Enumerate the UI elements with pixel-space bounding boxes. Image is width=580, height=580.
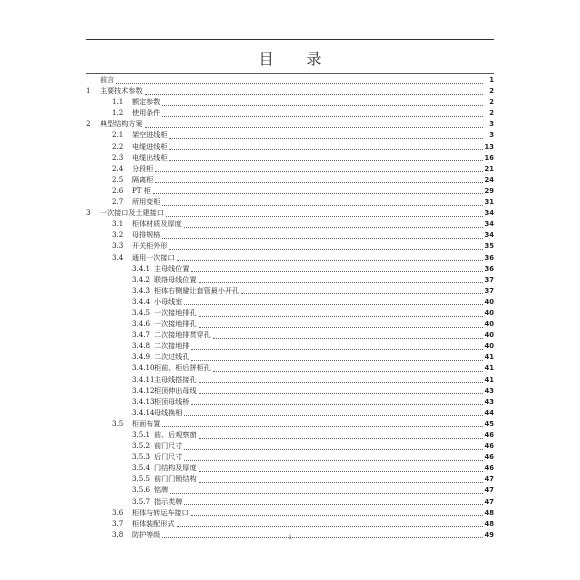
toc-entry[interactable] bbox=[86, 163, 494, 174]
toc-entry-number: 3.5.3 bbox=[132, 452, 151, 462]
toc-entry-page: 34 bbox=[484, 220, 494, 229]
toc-entry-label: 主要技术参数 bbox=[100, 86, 143, 96]
toc-dot-leader bbox=[177, 519, 483, 527]
toc-entry-page: 40 bbox=[484, 331, 494, 340]
toc-dot-leader bbox=[199, 475, 483, 483]
toc-entry-number: 3.5.2 bbox=[132, 441, 151, 451]
toc-entry-number: 3.5.4 bbox=[132, 463, 151, 473]
toc-entry-label: 联络母线位置 bbox=[154, 274, 197, 284]
toc-entry-page: 2 bbox=[489, 109, 494, 118]
toc-entry-page: 40 bbox=[484, 308, 494, 317]
toc-dot-leader bbox=[155, 175, 482, 183]
toc-entry-label: 额定参数 bbox=[132, 97, 161, 107]
toc-entry-label: 前、后观察窗 bbox=[154, 430, 197, 439]
toc-entry[interactable] bbox=[86, 340, 494, 351]
toc-entry[interactable] bbox=[86, 362, 494, 373]
toc-entry[interactable] bbox=[86, 473, 494, 484]
toc-entry-label: 隔离柜 bbox=[132, 174, 154, 184]
toc-entry-number: 3.4.13 bbox=[132, 396, 155, 406]
toc-entry-page: 34 bbox=[484, 231, 494, 240]
toc-entry-label: 柜顶母线桥 bbox=[154, 396, 190, 406]
toc-dot-leader bbox=[184, 408, 482, 416]
toc-dot-leader bbox=[191, 508, 483, 516]
toc-entry-page: 47 bbox=[484, 486, 494, 495]
toc-dot-leader bbox=[213, 331, 483, 339]
toc-dot-leader bbox=[162, 419, 482, 427]
toc-entry[interactable] bbox=[86, 107, 494, 118]
toc-entry-number: 3.4 bbox=[112, 252, 124, 262]
toc-entry-page: 29 bbox=[484, 186, 494, 195]
toc-entry-page: 3 bbox=[489, 120, 494, 129]
toc-dot-leader bbox=[199, 386, 483, 394]
toc-entry[interactable] bbox=[86, 185, 494, 196]
toc-entry[interactable] bbox=[86, 141, 494, 152]
toc-entry-label: 指示类牌 bbox=[154, 496, 183, 506]
toc-entry-page: 41 bbox=[484, 364, 494, 373]
toc-entry-number: 3.4.7 bbox=[132, 330, 151, 340]
toc-entry-number: 3.4.4 bbox=[132, 296, 151, 306]
toc-dot-leader bbox=[169, 131, 483, 139]
toc-entry-page: 40 bbox=[484, 297, 494, 306]
toc-entry[interactable] bbox=[86, 129, 494, 140]
toc-entry[interactable] bbox=[86, 152, 494, 163]
toc-entry-number: 3.5 bbox=[112, 418, 124, 428]
toc-entry[interactable] bbox=[86, 507, 494, 518]
toc-entry-label: 主母线搭接孔 bbox=[154, 374, 197, 384]
toc-entry-page: 47 bbox=[484, 475, 494, 484]
toc-entry-label: 柜顶伸出母线 bbox=[154, 385, 197, 395]
toc-entry-number: 3.4.12 bbox=[132, 385, 155, 395]
toc-dot-leader bbox=[213, 364, 483, 372]
toc-entry-page: 2 bbox=[489, 98, 494, 107]
toc-dot-leader bbox=[241, 286, 482, 294]
toc-entry-label: 母线换相 bbox=[154, 407, 183, 417]
toc-entry-number: 3.5.7 bbox=[132, 496, 151, 506]
toc-dot-leader bbox=[184, 297, 482, 305]
toc-entry[interactable] bbox=[86, 296, 494, 307]
page-number: i bbox=[289, 534, 291, 541]
toc-entry-number: 3.3 bbox=[112, 241, 124, 251]
table-of-contents bbox=[86, 73, 494, 540]
toc-entry-label: 二次接地排贯穿孔 bbox=[154, 330, 211, 340]
toc-dot-leader bbox=[191, 397, 482, 405]
toc-entry-page: 46 bbox=[484, 442, 494, 451]
toc-entry-number: 3.7 bbox=[112, 518, 124, 528]
toc-entry-page: 45 bbox=[484, 419, 494, 428]
toc-entry[interactable] bbox=[86, 218, 494, 229]
toc-entry[interactable] bbox=[86, 307, 494, 318]
toc-entry-label: 分段柜 bbox=[132, 163, 154, 173]
toc-dot-leader bbox=[162, 98, 483, 106]
toc-entry-number: 1.1 bbox=[112, 97, 124, 107]
toc-dot-leader bbox=[199, 320, 483, 328]
toc-dot-leader bbox=[169, 142, 482, 150]
toc-entry-number: 3.1 bbox=[112, 219, 124, 229]
toc-entry-page: 13 bbox=[484, 142, 494, 151]
toc-entry-page: 46 bbox=[484, 453, 494, 462]
toc-entry-page: 21 bbox=[484, 164, 494, 173]
toc-entry-label: 后门尺寸 bbox=[154, 452, 183, 462]
toc-entry-page: 36 bbox=[484, 264, 494, 273]
toc-entry[interactable] bbox=[86, 407, 494, 418]
toc-entry[interactable] bbox=[86, 196, 494, 207]
toc-entry-page: 36 bbox=[484, 253, 494, 262]
toc-entry-label: 柜前、柜后拼柜孔 bbox=[154, 363, 211, 373]
toc-entry[interactable] bbox=[86, 252, 494, 263]
toc-dot-leader bbox=[199, 464, 483, 472]
toc-dot-leader bbox=[169, 242, 482, 250]
toc-dot-leader bbox=[116, 76, 483, 84]
toc-dot-leader bbox=[199, 431, 483, 439]
toc-entry-label: 前言 bbox=[100, 75, 115, 84]
toc-entry[interactable] bbox=[86, 274, 494, 285]
toc-entry-label: 典型结构方案 bbox=[100, 119, 143, 129]
toc-entry[interactable] bbox=[86, 484, 494, 495]
toc-entry-number: 3.4.1 bbox=[132, 263, 151, 273]
toc-dot-leader bbox=[169, 153, 482, 161]
toc-entry[interactable] bbox=[86, 74, 494, 85]
toc-entry-page: 37 bbox=[484, 286, 494, 295]
toc-dot-leader bbox=[191, 342, 482, 350]
toc-entry-page: 48 bbox=[484, 508, 494, 517]
toc-entry[interactable] bbox=[86, 496, 494, 507]
toc-entry-page: 41 bbox=[484, 353, 494, 362]
toc-entry-number: 2.3 bbox=[112, 152, 124, 162]
toc-entry-number: 2.4 bbox=[112, 163, 124, 173]
toc-entry-number: 3.4.5 bbox=[132, 307, 151, 317]
toc-entry-page: 43 bbox=[484, 386, 494, 395]
toc-entry-page: 35 bbox=[484, 242, 494, 251]
toc-entry[interactable] bbox=[86, 396, 494, 407]
toc-dot-leader bbox=[162, 109, 483, 117]
toc-dot-leader bbox=[191, 264, 482, 272]
toc-entry[interactable] bbox=[86, 329, 494, 340]
toc-entry-page: 16 bbox=[484, 153, 494, 162]
toc-dot-leader bbox=[162, 198, 482, 206]
toc-dot-leader bbox=[199, 309, 483, 317]
toc-entry-label: 一次接口及土建接口 bbox=[100, 208, 164, 218]
toc-entry[interactable] bbox=[86, 385, 494, 396]
toc-entry-label: 门结构及厚度 bbox=[154, 463, 197, 473]
toc-entry-page: 3 bbox=[489, 131, 494, 140]
toc-dot-leader bbox=[162, 231, 482, 239]
toc-entry-label: 柜体右侧避让套管最小开孔 bbox=[154, 285, 240, 295]
toc-entry-label: 所用变柜 bbox=[132, 197, 161, 207]
toc-entry[interactable] bbox=[86, 318, 494, 329]
toc-entry[interactable] bbox=[86, 418, 494, 429]
toc-entry-label: 柜体与转运车接口 bbox=[132, 507, 189, 517]
toc-entry[interactable] bbox=[86, 351, 494, 362]
toc-entry[interactable] bbox=[86, 207, 494, 218]
toc-dot-leader bbox=[153, 186, 483, 194]
toc-entry-page: 34 bbox=[484, 209, 494, 218]
toc-entry[interactable] bbox=[86, 229, 494, 240]
toc-entry-number: 3.4.6 bbox=[132, 319, 151, 329]
header-rule bbox=[86, 39, 494, 40]
toc-entry-number: 3.4.9 bbox=[132, 352, 151, 362]
toc-entry-label: 开关柜外形 bbox=[132, 241, 168, 251]
page-title: 目 录 bbox=[258, 50, 336, 68]
toc-entry-number: 3.4.8 bbox=[132, 341, 151, 351]
toc-dot-leader bbox=[145, 120, 483, 128]
toc-entry[interactable] bbox=[86, 462, 494, 473]
toc-entry-number: 3.5.6 bbox=[132, 485, 151, 495]
toc-entry-number: 2.5 bbox=[112, 174, 124, 184]
toc-entry[interactable] bbox=[86, 518, 494, 529]
toc-entry-label: 铭牌 bbox=[154, 485, 169, 495]
toc-entry[interactable] bbox=[86, 451, 494, 462]
toc-entry[interactable] bbox=[86, 96, 494, 107]
toc-entry-number: 1 bbox=[86, 86, 91, 96]
toc-entry-number: 3.4.11 bbox=[132, 374, 155, 384]
toc-entry-page: 40 bbox=[484, 320, 494, 329]
toc-entry[interactable] bbox=[86, 429, 494, 440]
toc-entry-label: 主母线位置 bbox=[154, 263, 190, 273]
toc-entry-page: 40 bbox=[484, 342, 494, 351]
toc-entry[interactable] bbox=[86, 285, 494, 296]
toc-entry-label: 架空进线柜 bbox=[132, 130, 168, 140]
toc-dot-leader bbox=[155, 164, 482, 172]
toc-entry-label: 使用条件 bbox=[132, 108, 161, 118]
toc-entry-label: PT 柜 bbox=[132, 185, 151, 195]
toc-entry-number: 3.4.14 bbox=[132, 407, 155, 417]
toc-dot-leader bbox=[191, 353, 482, 361]
toc-entry-label: 一次接地排孔 bbox=[154, 307, 197, 317]
toc-entry-label: 前门门锁结构 bbox=[154, 474, 197, 484]
toc-dot-leader bbox=[184, 453, 482, 461]
toc-entry[interactable] bbox=[86, 440, 494, 451]
toc-dot-leader bbox=[184, 497, 482, 505]
toc-entry-label: 一次接地排孔 bbox=[154, 319, 197, 329]
toc-entry-label: 电缆进线柜 bbox=[132, 141, 168, 151]
toc-dot-leader bbox=[184, 220, 483, 228]
toc-entry[interactable] bbox=[86, 118, 494, 129]
toc-entry-label: 柜体材质及厚度 bbox=[132, 219, 182, 229]
toc-dot-leader bbox=[177, 253, 483, 261]
toc-entry-page: 46 bbox=[484, 431, 494, 439]
toc-entry[interactable] bbox=[86, 240, 494, 251]
toc-entry[interactable] bbox=[86, 174, 494, 185]
toc-dot-leader bbox=[166, 209, 483, 217]
toc-entry-number: 3 bbox=[86, 208, 91, 218]
toc-entry-number: 2.7 bbox=[112, 197, 124, 207]
toc-entry-number: 2 bbox=[86, 119, 91, 129]
toc-entry[interactable] bbox=[86, 263, 494, 274]
toc-entry-number: 3.4.3 bbox=[132, 285, 151, 295]
toc-entry-number: 3.5.5 bbox=[132, 474, 151, 484]
toc-entry-page: 41 bbox=[484, 375, 494, 384]
toc-entry-number: 3.4.2 bbox=[132, 274, 151, 284]
toc-entry-page: 49 bbox=[484, 530, 494, 539]
toc-entry-label: 柜体装配形式 bbox=[132, 518, 175, 528]
toc-entry-label: 柜面布置 bbox=[132, 418, 161, 428]
toc-entry-page: 48 bbox=[484, 519, 494, 528]
toc-entry-number: 2.6 bbox=[112, 185, 124, 195]
toc-dot-leader bbox=[170, 486, 482, 494]
toc-entry-label: 防护等级 bbox=[132, 529, 161, 539]
toc-entry-number: 3.8 bbox=[112, 529, 124, 539]
toc-entry-number: 3.5.1 bbox=[132, 430, 151, 439]
toc-entry-number: 3.4.10 bbox=[132, 363, 155, 373]
toc-entry-number: 2.2 bbox=[112, 141, 124, 151]
toc-entry-label: 小母线室 bbox=[154, 296, 183, 306]
toc-entry-label: 二次过线孔 bbox=[154, 352, 190, 362]
toc-dot-leader bbox=[199, 275, 483, 283]
toc-entry-page: 43 bbox=[484, 397, 494, 406]
toc-entry-page: 1 bbox=[489, 76, 494, 84]
toc-entry-page: 31 bbox=[484, 198, 494, 207]
toc-entry-label: 母排规格 bbox=[132, 230, 161, 240]
toc-entry-label: 电缆出线柜 bbox=[132, 152, 168, 162]
toc-entry-page: 37 bbox=[484, 275, 494, 284]
toc-dot-leader bbox=[184, 442, 482, 450]
toc-entry-page: 24 bbox=[484, 175, 494, 184]
toc-entry-number: 2.1 bbox=[112, 130, 124, 140]
toc-entry-number: 1.2 bbox=[112, 108, 124, 118]
toc-entry[interactable] bbox=[86, 374, 494, 385]
toc-entry-label: 前门尺寸 bbox=[154, 441, 183, 451]
toc-entry[interactable] bbox=[86, 85, 494, 96]
toc-entry-number: 3.6 bbox=[112, 507, 124, 517]
toc-dot-leader bbox=[199, 375, 483, 383]
toc-entry-page: 2 bbox=[489, 87, 494, 96]
toc-dot-leader bbox=[145, 87, 483, 95]
toc-entry-page: 47 bbox=[484, 497, 494, 506]
toc-entry-label: 二次接地排 bbox=[154, 341, 190, 351]
toc-entry-label: 通用一次接口 bbox=[132, 252, 175, 262]
toc-entry-page: 46 bbox=[484, 464, 494, 473]
toc-entry-number: 3.2 bbox=[112, 230, 124, 240]
toc-entry-page: 44 bbox=[484, 408, 494, 417]
